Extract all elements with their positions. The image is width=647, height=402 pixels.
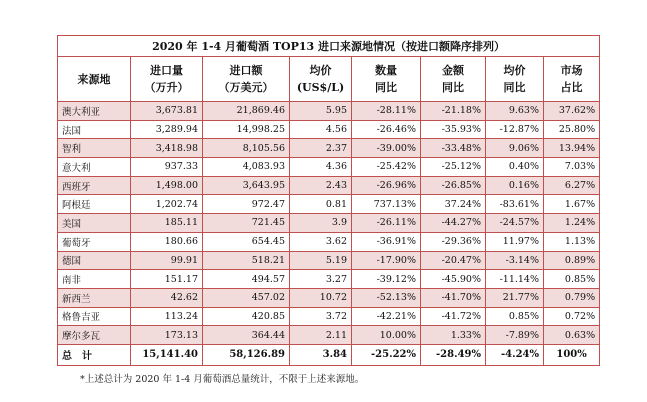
- value-cell: -26.11%: [352, 214, 421, 233]
- table-row: [58, 158, 600, 177]
- table-row: [58, 288, 600, 307]
- column-header-line: (US$/L): [296, 81, 345, 94]
- country-cell: 意大利: [58, 158, 131, 177]
- value-cell: 457.02: [203, 288, 290, 307]
- value-cell: 654.45: [203, 232, 290, 251]
- value-cell: 5.19: [290, 251, 352, 270]
- country-cell: 摩尔多瓦: [58, 326, 131, 345]
- value-cell: 113.24: [131, 307, 203, 326]
- column-header-line: 均价: [309, 64, 332, 77]
- value-cell: 518.21: [203, 251, 290, 270]
- value-cell: 2.43: [290, 176, 352, 195]
- value-cell: 37.62%: [544, 102, 600, 121]
- table-row: [58, 195, 600, 214]
- country-cell: 格鲁吉亚: [58, 307, 131, 326]
- value-cell: 1.13%: [544, 232, 600, 251]
- country-cell: 澳大利亚: [58, 102, 131, 121]
- value-cell: 494.57: [203, 270, 290, 289]
- column-header: [544, 57, 600, 102]
- country-cell: 德国: [58, 251, 131, 270]
- value-cell: 21.77%: [486, 288, 544, 307]
- value-cell: 2.37: [290, 139, 352, 158]
- value-cell: -35.93%: [421, 120, 486, 139]
- value-cell: 0.63%: [544, 326, 600, 345]
- value-cell: -24.57%: [486, 214, 544, 233]
- value-cell: 3.9: [290, 214, 352, 233]
- value-cell: 8,105.56: [203, 139, 290, 158]
- value-cell: 0.16%: [486, 176, 544, 195]
- value-cell: -44.27%: [421, 214, 486, 233]
- value-cell: 0.89%: [544, 251, 600, 270]
- value-cell: 0.40%: [486, 158, 544, 177]
- table-row: [58, 102, 600, 121]
- value-cell: 0.85%: [486, 307, 544, 326]
- total-label-cell: 总计: [58, 344, 131, 365]
- value-cell: 721.45: [203, 214, 290, 233]
- table-row: [58, 214, 600, 233]
- column-header-line: 市场: [560, 64, 583, 77]
- value-cell: -45.90%: [421, 270, 486, 289]
- column-header-line: 数量: [375, 64, 397, 77]
- wine-import-table-container: [57, 35, 599, 366]
- value-cell: 972.47: [203, 195, 290, 214]
- value-cell: -26.46%: [352, 120, 421, 139]
- total-value-cell: 3.84: [290, 344, 352, 365]
- value-cell: 151.17: [131, 270, 203, 289]
- value-cell: 4.36: [290, 158, 352, 177]
- value-cell: 3,289.94: [131, 120, 203, 139]
- total-value-cell: -4.24%: [486, 344, 544, 365]
- value-cell: 0.79%: [544, 288, 600, 307]
- value-cell: 25.80%: [544, 120, 600, 139]
- value-cell: 10.72: [290, 288, 352, 307]
- country-cell: 西班牙: [58, 176, 131, 195]
- value-cell: -21.18%: [421, 102, 486, 121]
- column-header-line: 同比: [503, 81, 526, 94]
- value-cell: 4,083.93: [203, 158, 290, 177]
- value-cell: 1,202.74: [131, 195, 203, 214]
- total-value-cell: -25.22%: [352, 344, 421, 365]
- value-cell: -25.12%: [421, 158, 486, 177]
- column-header-line: 占比: [560, 81, 583, 94]
- column-header: [486, 57, 544, 102]
- value-cell: 4.56: [290, 120, 352, 139]
- value-cell: 7.03%: [544, 158, 600, 177]
- value-cell: 185.11: [131, 214, 203, 233]
- value-cell: -26.85%: [421, 176, 486, 195]
- column-header: [290, 57, 352, 102]
- total-value-cell: -28.49%: [421, 344, 486, 365]
- value-cell: -42.21%: [352, 307, 421, 326]
- value-cell: 2.11: [290, 326, 352, 345]
- total-value-cell: 15,141.40: [131, 344, 203, 365]
- country-cell: 新西兰: [58, 288, 131, 307]
- table-row: [58, 139, 600, 158]
- value-cell: 180.66: [131, 232, 203, 251]
- column-header-line: 同比: [375, 81, 397, 94]
- value-cell: -7.89%: [486, 326, 544, 345]
- value-cell: 3,643.95: [203, 176, 290, 195]
- value-cell: 1.24%: [544, 214, 600, 233]
- value-cell: 3.27: [290, 270, 352, 289]
- value-cell: 1,498.00: [131, 176, 203, 195]
- wine-import-table: [57, 35, 600, 366]
- country-cell: 智利: [58, 139, 131, 158]
- value-cell: 3,418.98: [131, 139, 203, 158]
- value-cell: 737.13%: [352, 195, 421, 214]
- table-row: [58, 176, 600, 195]
- value-cell: 0.81: [290, 195, 352, 214]
- column-header-line: 进口量: [150, 64, 183, 77]
- value-cell: 0.85%: [544, 270, 600, 289]
- column-header-line: （万美元）: [218, 81, 274, 94]
- value-cell: 3.72: [290, 307, 352, 326]
- value-cell: -28.11%: [352, 102, 421, 121]
- value-cell: 37.24%: [421, 195, 486, 214]
- column-header: [421, 57, 486, 102]
- value-cell: -3.14%: [486, 251, 544, 270]
- column-header-line: 均价: [503, 64, 526, 77]
- value-cell: -52.13%: [352, 288, 421, 307]
- value-cell: -17.90%: [352, 251, 421, 270]
- value-cell: -83.61%: [486, 195, 544, 214]
- value-cell: -25.42%: [352, 158, 421, 177]
- value-cell: 420.85: [203, 307, 290, 326]
- value-cell: 937.33: [131, 158, 203, 177]
- value-cell: 5.95: [290, 102, 352, 121]
- header-row: [58, 57, 600, 102]
- value-cell: -12.87%: [486, 120, 544, 139]
- footnote: *上述总计为 2020 年 1-4 月葡萄酒总量统计，不限于上述来源地。: [80, 374, 365, 385]
- value-cell: 173.13: [131, 326, 203, 345]
- value-cell: 9.06%: [486, 139, 544, 158]
- value-cell: -41.72%: [421, 307, 486, 326]
- table-title: 2020 年 1-4 月葡萄酒 TOP13 进口来源地情况（按进口额降序排列）: [58, 36, 600, 57]
- table-row: [58, 120, 600, 139]
- table-row: [58, 307, 600, 326]
- column-header: [203, 57, 290, 102]
- column-header-line: 金额: [442, 64, 464, 77]
- value-cell: -29.36%: [421, 232, 486, 251]
- value-cell: 0.72%: [544, 307, 600, 326]
- value-cell: 9.63%: [486, 102, 544, 121]
- value-cell: 21,869.46: [203, 102, 290, 121]
- value-cell: -20.47%: [421, 251, 486, 270]
- table-row: [58, 326, 600, 345]
- column-header: [352, 57, 421, 102]
- value-cell: 6.27%: [544, 176, 600, 195]
- total-value-cell: 100%: [544, 344, 600, 365]
- value-cell: -26.96%: [352, 176, 421, 195]
- country-cell: 美国: [58, 214, 131, 233]
- country-cell: 法国: [58, 120, 131, 139]
- value-cell: -41.70%: [421, 288, 486, 307]
- value-cell: 3.62: [290, 232, 352, 251]
- table-row: [58, 232, 600, 251]
- country-cell: 阿根廷: [58, 195, 131, 214]
- country-cell: 葡萄牙: [58, 232, 131, 251]
- value-cell: 1.67%: [544, 195, 600, 214]
- value-cell: -36.91%: [352, 232, 421, 251]
- table-row: [58, 270, 600, 289]
- column-header: [131, 57, 203, 102]
- total-row: [58, 344, 600, 365]
- value-cell: 99.91: [131, 251, 203, 270]
- value-cell: 364.44: [203, 326, 290, 345]
- value-cell: 10.00%: [352, 326, 421, 345]
- total-value-cell: 58,126.89: [203, 344, 290, 365]
- column-header-line: 同比: [442, 81, 464, 94]
- column-header-line: （万升）: [144, 81, 189, 94]
- value-cell: 3,673.81: [131, 102, 203, 121]
- value-cell: 42.62: [131, 288, 203, 307]
- value-cell: -33.48%: [421, 139, 486, 158]
- value-cell: -11.14%: [486, 270, 544, 289]
- value-cell: 14,998.25: [203, 120, 290, 139]
- column-header-line: 来源地: [77, 72, 111, 86]
- value-cell: 13.94%: [544, 139, 600, 158]
- country-cell: 南非: [58, 270, 131, 289]
- value-cell: -39.00%: [352, 139, 421, 158]
- value-cell: 1.33%: [421, 326, 486, 345]
- column-header: [58, 57, 131, 102]
- table-row: [58, 251, 600, 270]
- value-cell: -39.12%: [352, 270, 421, 289]
- column-header-line: 进口额: [229, 64, 263, 77]
- value-cell: 11.97%: [486, 232, 544, 251]
